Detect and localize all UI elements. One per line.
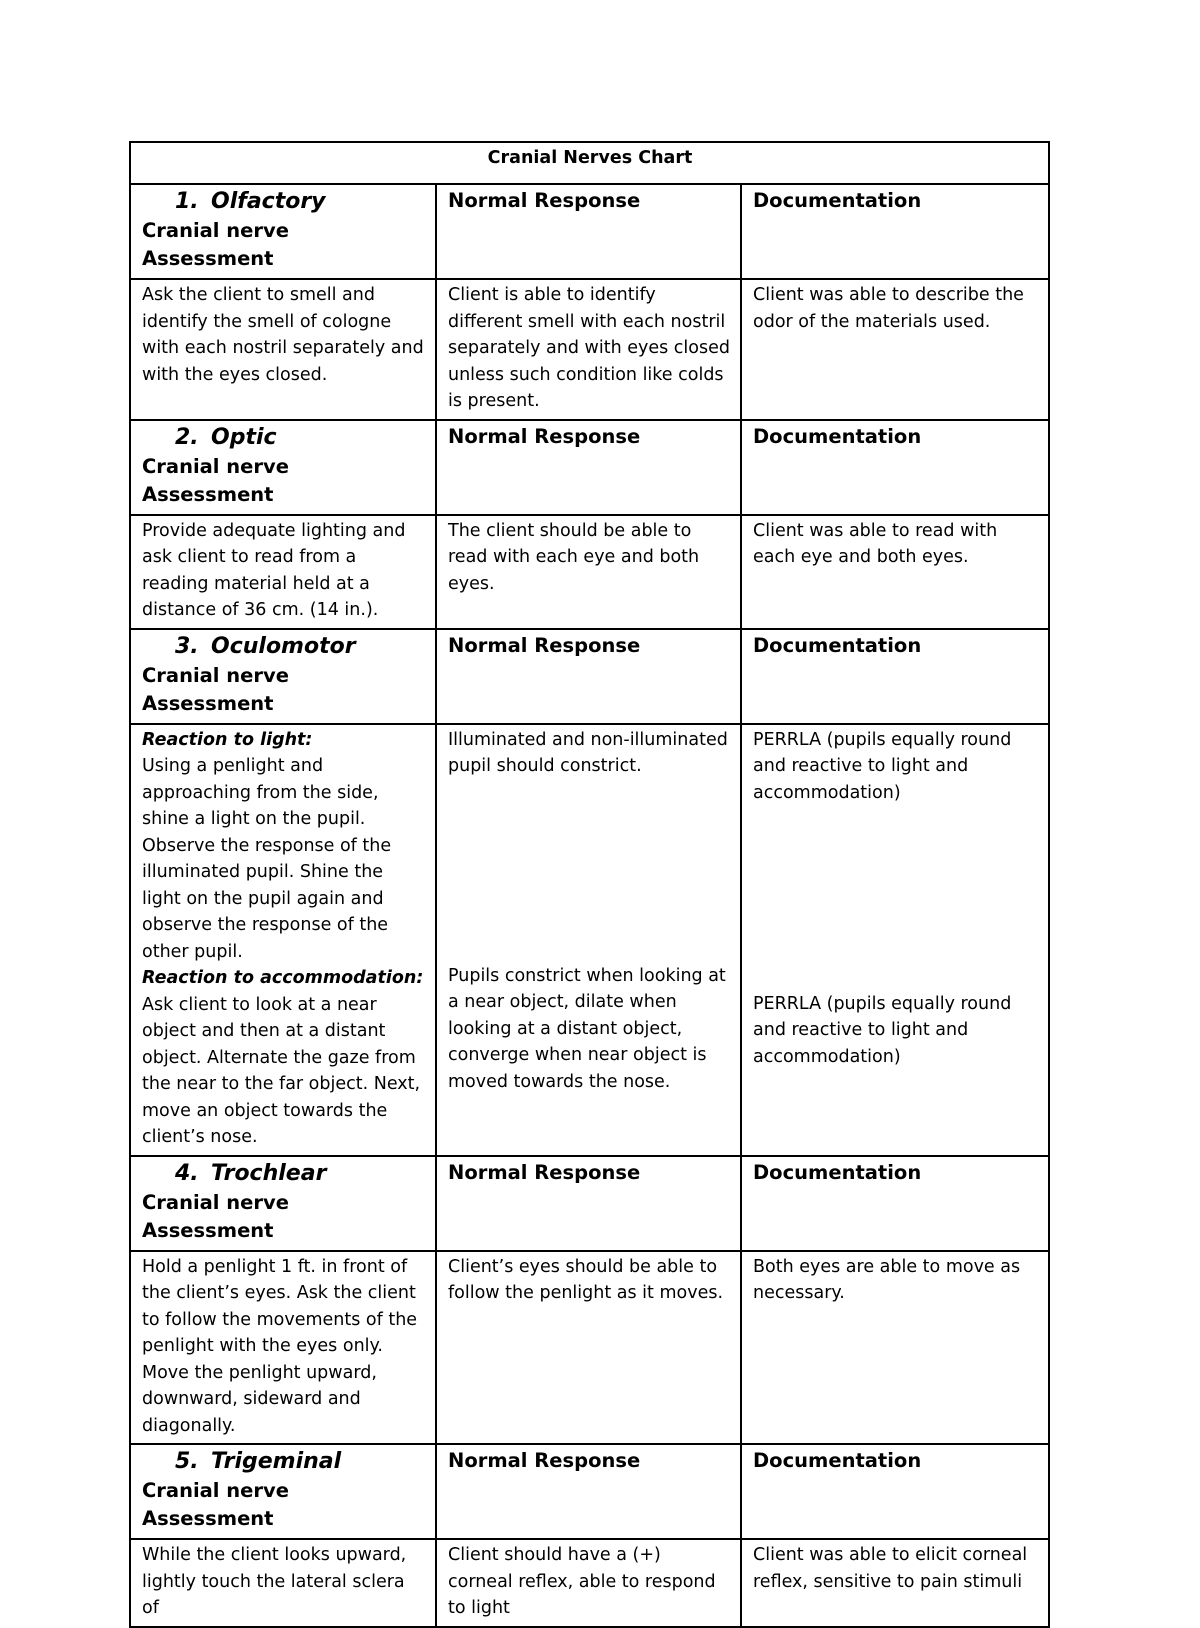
normal-column-label: Normal Response [448, 1160, 641, 1184]
normal-response-cell: The client should be able to read with each eye and both eyes. [436, 515, 741, 629]
reaction-to-accommodation-heading: Reaction to accommodation: [142, 968, 424, 988]
assessment-column-label: Cranial nerve Assessment [142, 663, 289, 715]
normal-response-cell: Client’s eyes should be able to follow the penlight as it moves. [436, 1251, 741, 1445]
nerve-name: 3. Oculomotor [175, 633, 356, 659]
assessment-header-cell [130, 420, 436, 515]
documentation-column-label: Documentation [753, 424, 922, 448]
normal-column-label: Normal Response [448, 633, 641, 657]
documentation-header-cell [741, 184, 1049, 279]
nerve-name: 4. Trochlear [175, 1160, 327, 1186]
assessment-column-label: Cranial nerve Assessment [142, 1479, 289, 1530]
documentation-header-cell [741, 420, 1049, 515]
nerve-name: 2. Optic [175, 424, 277, 450]
assessment-cell [130, 724, 436, 1156]
assessment-cell: Provide adequate lighting and ask client to read from a reading material held at a distance of 36 cm. (14 in.). [130, 515, 436, 629]
normal-header-cell [436, 1156, 741, 1251]
normal-header-cell [436, 184, 741, 279]
assessment-column-label: Cranial nerve Assessment [142, 219, 289, 270]
documentation-column-label: Documentation [753, 1160, 922, 1184]
nerve-header-row [130, 420, 1049, 515]
light-documentation-text: PERRLA (pupils equally round and reactive to light and accommodation) [753, 729, 1012, 803]
nerve-name: 1. Olfactory [175, 189, 326, 214]
normal-header-cell [436, 1444, 741, 1539]
accommodation-documentation-text: PERRLA (pupils equally round and reactive to light and accommodation) [753, 993, 1012, 1067]
nerve-content-row [130, 724, 1049, 1156]
documentation-cell: Client was able to describe the odor of the materials used. [741, 279, 1049, 420]
documentation-column-label: Documentation [753, 633, 922, 657]
light-normal-text: Illuminated and non-illuminated pupil should constrict. [448, 729, 728, 776]
assessment-header-cell [130, 1444, 436, 1539]
documentation-header-cell [741, 1156, 1049, 1251]
documentation-column-label: Documentation [753, 1449, 922, 1472]
normal-column-label: Normal Response [448, 189, 641, 212]
nerve-name: 5. Trigeminal [175, 1449, 342, 1474]
assessment-cell: Ask the client to smell and identify the smell of cologne with each nostril separately and with the eyes closed. [130, 279, 436, 420]
chart-title: Cranial Nerves Chart [130, 142, 1049, 184]
assessment-column-label: Cranial nerve Assessment [142, 454, 289, 506]
documentation-cell: Both eyes are able to move as necessary. [741, 1251, 1049, 1445]
assessment-column-label: Cranial nerve Assessment [142, 1190, 289, 1242]
accommodation-assessment-text: Ask client to look at a near object and then at a distant object. Alternate the gaze from the near to the far object. Next, move an object towards the client’s nose. [142, 994, 421, 1147]
documentation-header-cell [741, 629, 1049, 724]
light-assessment-text: Using a penlight and approaching from the side, shine a light on the pupil. Observe the response of the illuminated pupil. Shine the light on the pupil again and observe the response of the other pupil. [142, 756, 392, 962]
normal-response-cell: Client should have a (+) corneal reflex, able to respond to light [436, 1539, 741, 1627]
documentation-header-cell [741, 1444, 1049, 1539]
documentation-cell: Client was able to elicit corneal reflex, sensitive to pain stimuli [741, 1539, 1049, 1627]
assessment-cell: While the client looks upward, lightly touch the lateral sclera of [130, 1539, 436, 1627]
normal-header-cell [436, 629, 741, 724]
normal-response-cell [436, 724, 741, 1156]
normal-column-label: Normal Response [448, 1449, 641, 1472]
title-row [130, 142, 1049, 184]
documentation-column-label: Documentation [753, 189, 922, 212]
documentation-cell: Client was able to read with each eye and both eyes. [741, 515, 1049, 629]
nerve-header-row [130, 1156, 1049, 1251]
reaction-to-light-heading: Reaction to light: [142, 729, 313, 750]
nerve-content-row [130, 1251, 1049, 1445]
assessment-header-cell [130, 629, 436, 724]
assessment-cell: Hold a penlight 1 ft. in front of the client’s eyes. Ask the client to follow the movements of the penlight with the eyes only. Move the penlight upward, downward, sideward and diagonally. [130, 1251, 436, 1445]
normal-header-cell [436, 420, 741, 515]
nerve-content-row [130, 279, 1049, 420]
nerve-header-row [130, 629, 1049, 724]
nerve-content-row [130, 1539, 1049, 1627]
assessment-header-cell [130, 184, 436, 279]
normal-column-label: Normal Response [448, 424, 641, 448]
assessment-header-cell [130, 1156, 436, 1251]
cranial-nerves-table [129, 141, 1050, 1628]
nerve-header-row [130, 1444, 1049, 1539]
nerve-header-row [130, 184, 1049, 279]
accommodation-normal-text: Pupils constrict when looking at a near object, dilate when looking at a distant object, converge when near object is moved towards the nose. [448, 965, 726, 1092]
normal-response-cell: Client is able to identify different smell with each nostril separately and with eyes closed unless such condition like colds is present. [436, 279, 741, 420]
nerve-content-row [130, 515, 1049, 629]
documentation-cell [741, 724, 1049, 1156]
